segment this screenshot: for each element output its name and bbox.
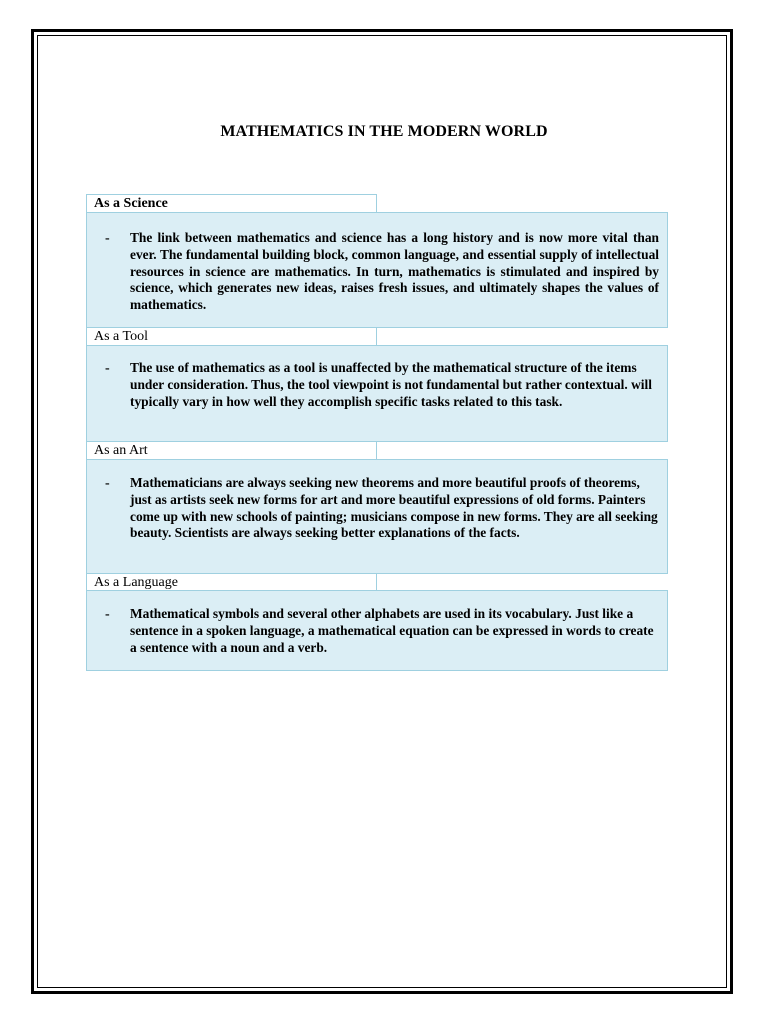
section-text-language: Mathematical symbols and several other alphabets are used in its vocabulary. Just like a sentence in a spoken language, a mathematical equation can be expressed in words to create a sentence with a noun and a verb. — [130, 606, 654, 655]
bullet-dash: - — [105, 607, 110, 622]
section-label-tool: As a Tool — [86, 327, 377, 346]
section-label-art: As an Art — [86, 441, 377, 460]
section-box-tool — [86, 345, 668, 442]
section-text-tool: The use of mathematics as a tool is unaffected by the mathematical structure of the items under consideration. Thus, the tool viewpoint is not fundamental but rather contextual. will typically vary in how well they accomplish specific tasks related to this task. — [130, 360, 652, 409]
section-label-language: As a Language — [86, 573, 377, 592]
bullet-dash: - — [105, 476, 110, 491]
bullet-dash: - — [105, 361, 110, 376]
section-label-science: As a Science — [86, 194, 377, 213]
section-text-science: The link between mathematics and science has a long history and is now more vital than ever. The fundamental building block, common language, and essential supply of intellectual resources in science are mathematics. In turn, mathematics is stimulated and inspired by science, which generates new ideas, raises fresh issues, and ultimately shapes the values of mathematics. — [130, 230, 659, 313]
page-title: MATHEMATICS IN THE MODERN WORLD — [220, 123, 548, 140]
section-box-art — [86, 459, 668, 574]
section-box-language — [86, 590, 668, 671]
section-text-art: Mathematicians are always seeking new theorems and more beautiful proofs of theorems, just as artists seek new forms for art and more beautiful expressions of old forms. Painters come up with new schools of painting; musicians compose in new forms. They are all seeking beauty. Scientists are always seeking better explanations of the facts. — [130, 475, 658, 541]
bullet-dash: - — [105, 231, 110, 246]
section-box-science — [86, 212, 668, 328]
